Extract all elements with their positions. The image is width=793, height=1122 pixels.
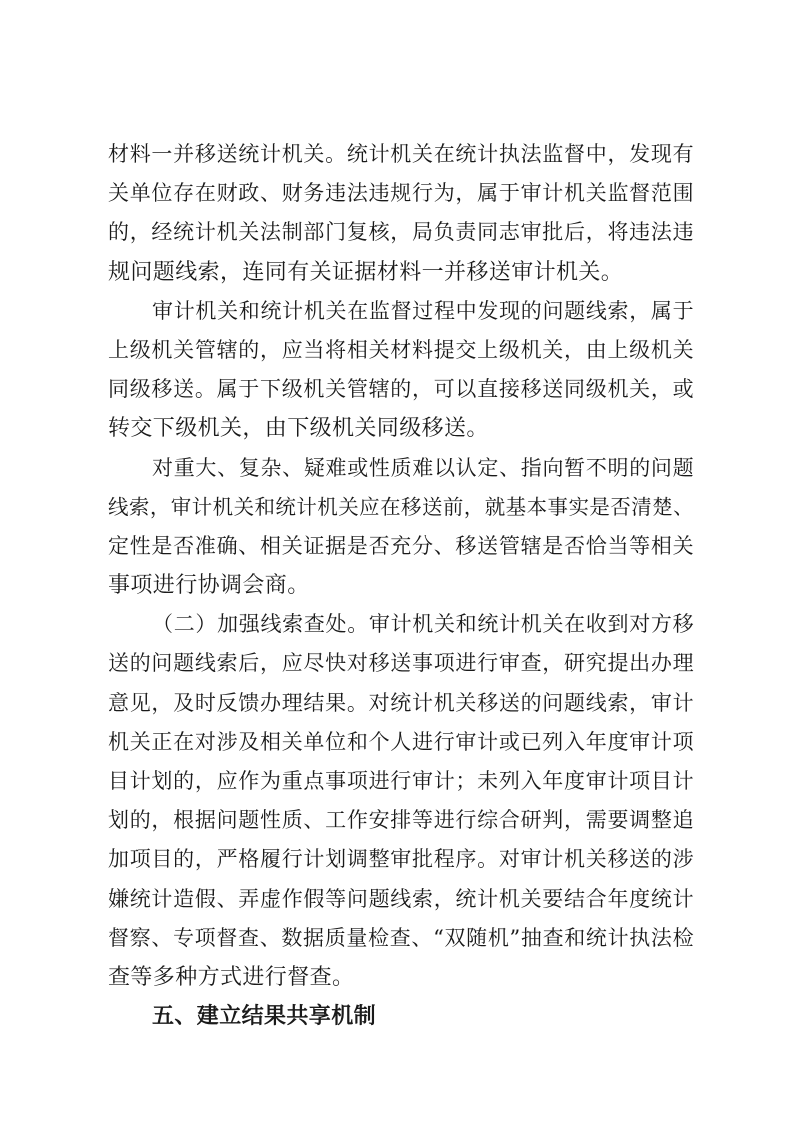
text-line: 事项进行协调会商。: [108, 573, 310, 599]
text-line: 的，经统计机关法制部门复核，局负责同志审批后，将违法违: [108, 220, 694, 245]
text-line: 意见，及时反馈办理结果。对统计机关移送的问题线索，审计: [108, 690, 694, 715]
text-line: 转交下级机关，由下级机关同级移送。: [108, 416, 489, 442]
text-line: 督察、专项督查、数据质量检查、“双随机”抽查和统计执法检: [108, 925, 694, 950]
text-line: 同级移送。属于下级机关管辖的，可以直接移送同级机关，或: [108, 377, 694, 402]
text-line: （二）加强线索查处。审计机关和统计机关在收到对方移: [152, 612, 694, 637]
document-body: [108, 135, 694, 1036]
paragraph-consultation: [108, 449, 694, 606]
paragraph-jurisdiction: [108, 292, 694, 449]
text-line: 划的，根据问题性质、工作安排等进行综合研判，需要调整追: [108, 808, 694, 833]
text-line: 材料一并移送统计机关。统计机关在统计执法监督中，发现有: [108, 142, 694, 166]
text-line: 定性是否准确、相关证据是否充分、移送管辖是否恰当等相关: [108, 533, 694, 558]
text-line: 送的问题线索后，应尽快对移送事项进行审查，研究提出办理: [108, 651, 694, 676]
text-line: 关单位存在财政、财务违法违规行为，属于审计机关监督范围: [108, 181, 694, 206]
text-line: 规问题线索，连同有关证据材料一并移送审计机关。: [108, 259, 624, 285]
text-line: 加项目的，严格履行计划调整审批程序。对审计机关移送的涉: [108, 847, 694, 872]
text-line: 目计划的，应作为重点事项进行审计；未列入年度审计项目计: [108, 769, 694, 793]
text-line: 机关正在对涉及相关单位和个人进行审计或已列入年度审计项: [108, 729, 694, 754]
text-line: 查等多种方式进行督查。: [108, 964, 355, 990]
text-line: 线索，审计机关和统计机关应在移送前，就基本事实是否清楚、: [108, 494, 694, 519]
text-line: 上级机关管辖的，应当将相关材料提交上级机关，由上级机关: [108, 337, 694, 362]
text-line: 对重大、复杂、疑难或性质难以认定、指向暂不明的问题: [152, 455, 694, 480]
section-heading: 五、建立结果共享机制: [152, 1004, 377, 1030]
text-line: 嫌统计造假、弄虚作假等问题线索，统计机关要结合年度统计: [108, 886, 694, 911]
paragraph-continuation: [108, 135, 694, 292]
text-line: 审计机关和统计机关在监督过程中发现的问题线索，属于: [152, 298, 694, 323]
paragraph-clue-handling: [108, 605, 694, 997]
